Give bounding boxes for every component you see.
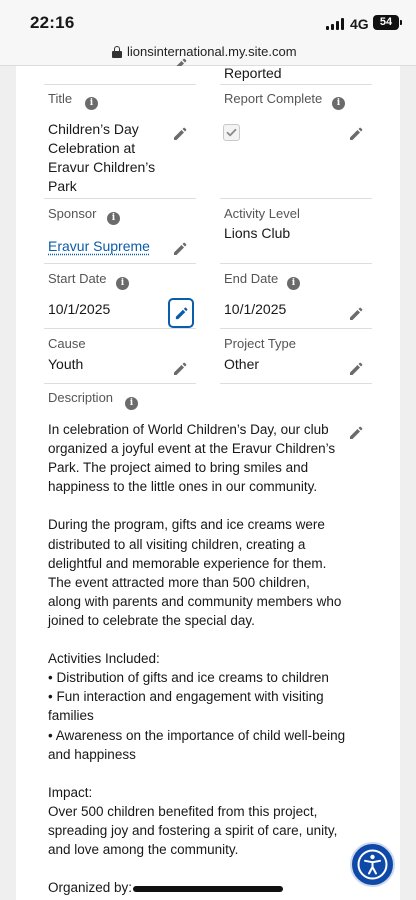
edit-start-date-button[interactable] [168, 298, 194, 328]
redacted-text [133, 886, 283, 892]
edit-description-pencil-icon[interactable] [348, 425, 364, 441]
info-icon[interactable]: i [332, 97, 345, 110]
description-label: Description [48, 390, 114, 405]
edit-project-type-pencil-icon[interactable] [348, 361, 364, 377]
accessibility-button[interactable] [350, 842, 395, 887]
divider [44, 383, 196, 384]
url-text: lionsinternational.my.site.com [127, 44, 297, 59]
report-complete-checkbox [223, 124, 240, 141]
sponsor-label: Sponsor [48, 206, 97, 221]
browser-url-bar[interactable] [0, 40, 416, 66]
info-icon[interactable]: i [116, 277, 129, 290]
title-label: Title [48, 91, 73, 106]
cut-off-value-right: Reported [224, 65, 282, 81]
status-time: 22:16 [30, 13, 75, 32]
battery-icon: 54 [373, 15, 399, 30]
project-type-label: Project Type [224, 336, 297, 351]
pencil-icon [174, 306, 189, 321]
edit-title-pencil-icon[interactable] [172, 126, 188, 142]
network-type: 4G [350, 16, 369, 32]
divider [44, 198, 196, 199]
info-icon[interactable]: i [107, 212, 120, 225]
cellular-signal-icon [326, 18, 346, 30]
project-type-value: Other [224, 356, 260, 372]
edit-sponsor-pencil-icon[interactable] [172, 241, 188, 257]
divider [220, 328, 372, 329]
divider [220, 198, 372, 199]
pencil-icon[interactable] [172, 57, 188, 66]
divider [220, 383, 372, 384]
edit-report-complete-pencil-icon[interactable] [348, 126, 364, 142]
info-icon[interactable]: i [287, 277, 300, 290]
divider [44, 84, 196, 85]
end-date-value: 10/1/2025 [224, 301, 287, 317]
info-icon[interactable]: i [125, 397, 138, 410]
divider [44, 263, 196, 264]
end-date-label: End Date [224, 271, 279, 286]
report-complete-label: Report Complete [224, 91, 323, 106]
organized-by-label: Organized by: [48, 880, 133, 895]
title-value: Children’s Day Celebration at Eravur Children’s Park [48, 121, 156, 194]
activity-level-label: Activity Level [224, 206, 300, 221]
divider [220, 84, 372, 85]
accessibility-icon [356, 848, 389, 881]
cause-label: Cause [48, 336, 86, 351]
activity-level-value: Lions Club [224, 225, 291, 241]
info-icon[interactable]: i [85, 97, 98, 110]
start-date-value: 10/1/2025 [48, 301, 111, 317]
divider [44, 328, 196, 329]
divider [220, 263, 372, 264]
edit-end-date-pencil-icon[interactable] [348, 306, 364, 322]
start-date-label: Start Date [48, 271, 107, 286]
description-value: In celebration of World Children’s Day, our club organized a joyful event at the Eravur Children’s Park. The project aimed to bring smiles and happiness to the little ones in our community. During the program, gifts and ice creams were distributed to all visiting children, creating a delightful and memorable experience for them. The event attracted more than 500 children, along with parents and community members who joined to celebrate the special day. Activities Included: • Distribution of gifts and ice creams to children • Fun interaction and engagement with visiting families • Awareness on the importance of child well-being and happiness Impact: Over 500 children benefited from this project, spreading joy and fostering a spirit of care, unity, and love among the community. [48, 422, 346, 858]
cause-value: Youth [48, 356, 84, 372]
cut-off-value-left [114, 52, 174, 62]
sponsor-link[interactable]: Eravur Supreme [48, 238, 150, 254]
edit-cause-pencil-icon[interactable] [172, 361, 188, 377]
status-bar [0, 0, 416, 40]
